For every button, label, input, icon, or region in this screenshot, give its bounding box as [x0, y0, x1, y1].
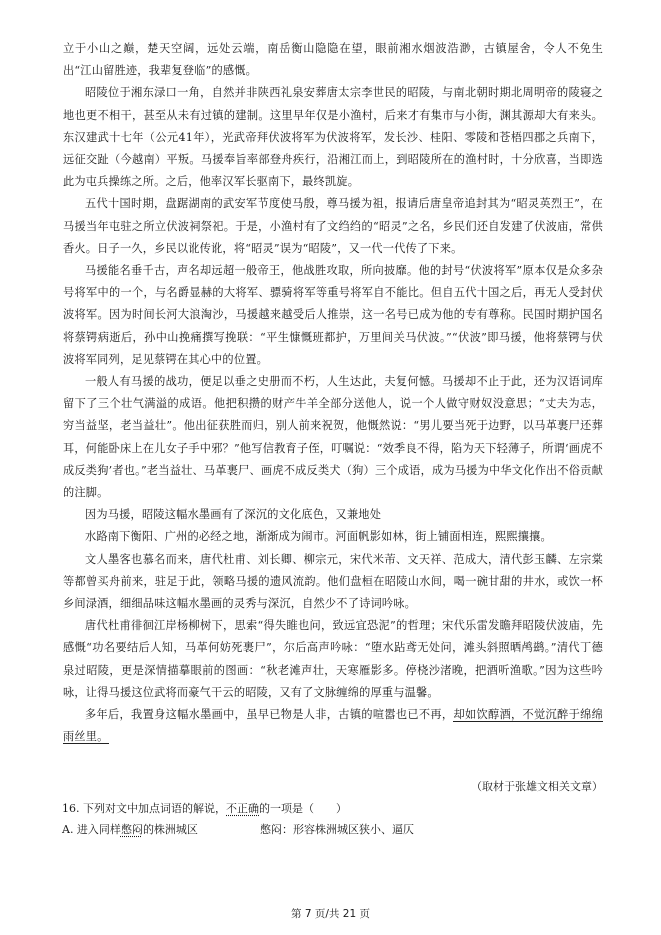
page-footer: 第 7 页/共 21 页 — [291, 908, 370, 920]
paragraph-3: 五代十国时期，盘踞湖南的武安军节度使马殷，尊马援为祖，报请后唐皇帝追封其为“昭灵英烈王”，在马援当年屯驻之所立伏波祠祭祀。于是，小渔村有了文绉绉的“昭灵”之名，乡民们还自发建了伏波庙，常供香火。日子一久，乡民以讹传讹，将“昭灵”误为“昭陵”，又一代一代传了下来。 — [63, 197, 603, 255]
article-body — [63, 38, 603, 749]
option-a-definition: 憋闷：形容株洲城区狭小、逼仄 — [260, 823, 414, 836]
paragraph-2: 昭陵位于湘东渌口一角，自然并非陕西礼泉安葬唐太宗李世民的昭陵，与南北朝时期北周明帝的陵寝之地也更不相干，甚至从未有过镇的建制。这里早年仅是小渔村，后来才有集市与小街，渊其源却大有来头。东汉建武十七年（公元41年），光武帝拜伏波将军为伏波将军，发长沙、桂阳、零陵和苍梧四郡之兵南下，远征交趾（今越南）平叛。马援奉旨率部登舟疾行，沿湘江而上，到昭陵所在的渔村时，十分欣喜，当即选此为屯兵操练之所。之后，他率汉军长驱南下，最终凯旋。 — [63, 86, 603, 189]
paragraph-10-main: 多年后，我置身这幅水墨画中，虽早已物是人非，古镇的喧嚣也已不再， — [85, 708, 454, 722]
option-a-word: 憋闷 — [120, 823, 143, 836]
option-a-label: A. 进入同样 — [62, 823, 121, 836]
question-stem-before: 16. 下列对文中加点词语的解说， — [62, 802, 226, 815]
question-stem-after: 的一项是（ ） — [259, 802, 347, 815]
paragraph-6: 因为马援，昭陵这幅水墨画有了深沉的文化底色，又兼地处 — [85, 508, 382, 522]
paragraph-5: 一般人有马援的战功，便足以垂之史册而不朽，人生达此，夫复何憾。马援却不止于此，还为汉语词库留下了三个壮气满溢的成语。他把积攒的财产牛羊全部分送他人，说一个人做守财奴没意思；“丈夫为志，穷当益坚，老当益壮”。他出征获胜而归，别人前来祝贺，他慨然说：“男儿要当死于边野，以马革裹尸还葬耳，何能卧床上在儿女子手中邪？”他写信教育子侄，叮嘱说：“效季良不得，陷为天下轻薄子，所谓‘画虎不成反类狗’者也。”老当益壮、马革裹尸、画虎不成反类犬（狗）三个成语，成为马援为中华文化作出不俗贡献的注脚。 — [63, 375, 603, 500]
option-a-after: 的株洲城区 — [142, 823, 198, 836]
paragraph-10 — [63, 704, 603, 748]
option-a — [62, 821, 414, 839]
paragraph-7: 水路南下衡阳、广州的必经之地，渐渐成为闹市。河面帆影如林，街上铺面相连，熙熙攘攘。 — [85, 530, 552, 544]
underlined-sentence: 却如饮醇酒，不觉沉醉于绵绵雨丝里。 — [63, 708, 603, 744]
question-stem-emphasis: 不正确 — [226, 802, 259, 815]
paragraph-4: 马援能名垂千古，声名却远超一般帝王，他战胜攻取，所向披靡。他的封号“伏波将军”原本仅是众多杂号将军中的一个，与名爵显赫的大将军、骠骑将军等重号将军自不能比。但自五代十国之后，再无人受封伏波将军。因为时间长河大浪淘沙，马援越来越受后人推崇，这一名号已成为他的专有尊称。民国时期护国名将蔡锷病逝后，孙中山挽痛撰写挽联：“平生慷慨班都护，万里间关马伏波。”“伏波”即马援，他将蔡锷与伏波将军同列，足见蔡锷在其心中的位置。 — [63, 264, 603, 366]
question-16-stem — [62, 800, 347, 818]
paragraph-8: 文人墨客也慕名而来，唐代杜甫、刘长卿、柳宗元，宋代米芾、文天祥、范成大，清代彭玉麟、左宗棠等都曾买舟前来，驻足于此，领略马援的遗风流韵。他们盘桓在昭陵山水间，喝一碗甘甜的井水，或饮一杯乡间渌酒，细细品味这幅水墨画的灵秀与深沉，自然少不了诗词吟咏。 — [63, 552, 603, 611]
source-note: （取材于张雄文相关文章） — [471, 780, 603, 793]
paragraph-9: 唐代杜甫徘徊江岸杨柳树下，思索“得失睢也问，致远宜恐泥”的哲理；宋代乐雷发瞻拜昭陵伏波庙，先感慨“功名要结后人知，马革何妨死裹尸”，尔后高声吟咏：“堕水跕鸢无处问，滩头斜照晒鸬鹚。”清代丁德泉过昭陵，更是深情描摹眼前的图画：“秋老滩声壮，天寒雁影多。停桡沙渚晚，把酒听渔歌。”因为这些吟咏，让得马援这位武将而豪气干云的昭陵，又有了文脉缠绵的厚重与温馨。 — [63, 619, 603, 699]
paragraph-1: 立于小山之巅，楚天空阔，远处云端，南岳衡山隐隐在望，眼前湘水烟波浩渺，古镇屋舍，令人不免生出“江山留胜迹，我辈复登临”的感慨。 — [63, 42, 603, 78]
